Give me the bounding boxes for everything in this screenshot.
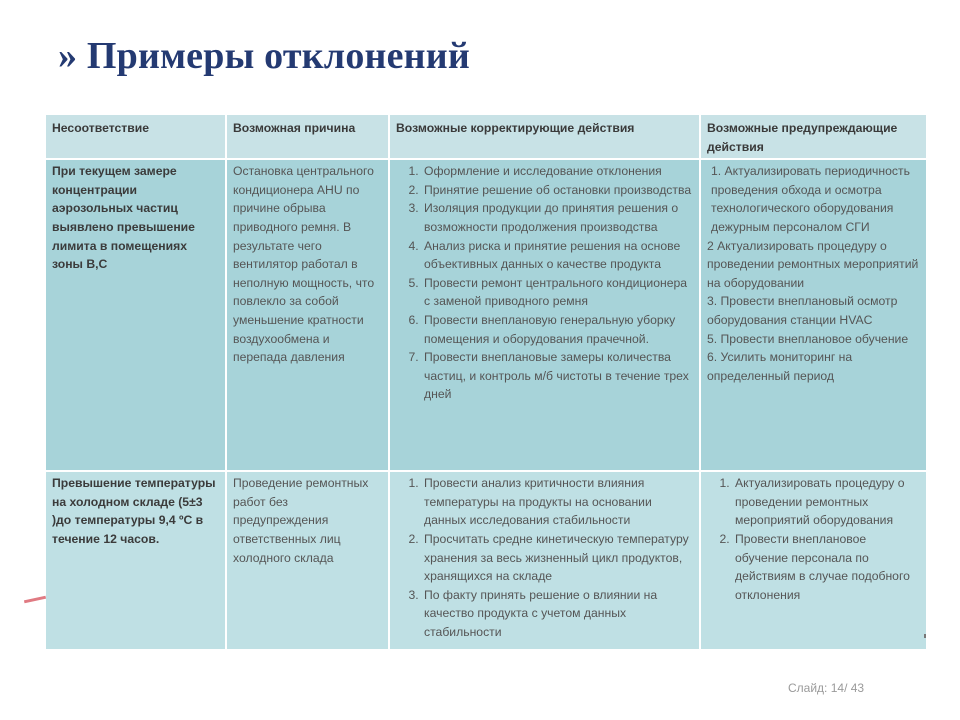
row-1-cause: Остановка центрального кондиционера AHU по причине обрыва приводного ремня. В результате чего вентилятор работал в неполную мощность, что повлекло за собой уменьшение кратности воздухообмена и перепада давления (226, 159, 389, 471)
list-item: 4. Анализ риска и принятие решения на основе объективных данных о качестве продукта (422, 237, 693, 274)
list-item: 2. Провести внеплановое обучение персонала по действиям в случае подобного отклонения (733, 530, 920, 604)
table-row (45, 159, 927, 471)
header-possible-cause: Возможная причина (226, 114, 389, 159)
header-preventive-actions: Возможные предупреждающие действия (700, 114, 927, 159)
list-item: 1. Провести анализ критичности влияния температуры на продукты на основании данных исследования стабильности (422, 474, 693, 530)
list-item: 2 Актуализировать процедуру о проведении ремонтных мероприятий на оборудовании (707, 238, 919, 290)
deviations-table-container (44, 113, 926, 651)
list-item: 5. Провести ремонт центрального кондиционера с заменой приводного ремня (422, 274, 693, 311)
row-2-nonconformity: Превышение температуры на холодном складе (5±3 )до температуры 9,4 ºС в течение 12 часов. (45, 471, 226, 650)
table-header-row (45, 114, 927, 159)
deviations-table (44, 113, 928, 651)
row-2-preventive-actions (700, 471, 927, 650)
row-1-preventive-actions (700, 159, 927, 471)
list-item: 1. Оформление и исследование отклонения (422, 162, 693, 181)
list-item: 3. По факту принять решение о влиянии на качество продукта с учетом данных стабильности (422, 586, 693, 642)
row-1-nonconformity: При текущем замере концентрации аэрозольных частиц выявлено превышение лимита в помещениях зоны B,C (45, 159, 226, 471)
list-item: 2. Принятие решение об остановки производства (422, 181, 693, 200)
row-1-corrective-actions (389, 159, 700, 471)
list-item: 6. Провести внеплановую генеральную уборку помещения и оборудования прачечной. (422, 311, 693, 348)
decorative-mark (24, 596, 46, 604)
slide-counter: Слайд: 14/ 43 (788, 681, 865, 695)
list-item: 3. Изоляция продукции до принятия решения о возможности продолжения производства (422, 199, 693, 236)
header-nonconformity: Несоответствие (45, 114, 226, 159)
row-2-cause: Проведение ремонтных работ без предупреждения ответственных лиц холодного склада (226, 471, 389, 650)
header-corrective-actions: Возможные корректирующие действия (389, 114, 700, 159)
list-item: 2. Просчитать средне кинетическую температуру хранения за весь жизненный цикл продуктов, хранящихся на складе (422, 530, 693, 586)
slide-title: » Примеры отклонений (58, 35, 470, 77)
list-item: 1. Актуализировать процедуру о проведении ремонтных мероприятий оборудования (733, 474, 920, 530)
list-item: 3. Провести внеплановый осмотр оборудования станции HVAC (707, 294, 898, 327)
decorative-mark (924, 634, 926, 638)
list-item: 1. Актуализировать периодичность проведения обхода и осмотра технологического оборудования дежурным персоналом СГИ (711, 164, 910, 234)
row-2-corrective-actions (389, 471, 700, 650)
list-item: 7. Провести внеплановые замеры количества частиц, и контроль м/б чистоты в течение трех дней (422, 348, 693, 404)
table-row (45, 471, 927, 650)
list-item: 6. Усилить мониторинг на определенный период (707, 350, 853, 383)
list-item: 5. Провести внеплановое обучение (707, 331, 909, 346)
